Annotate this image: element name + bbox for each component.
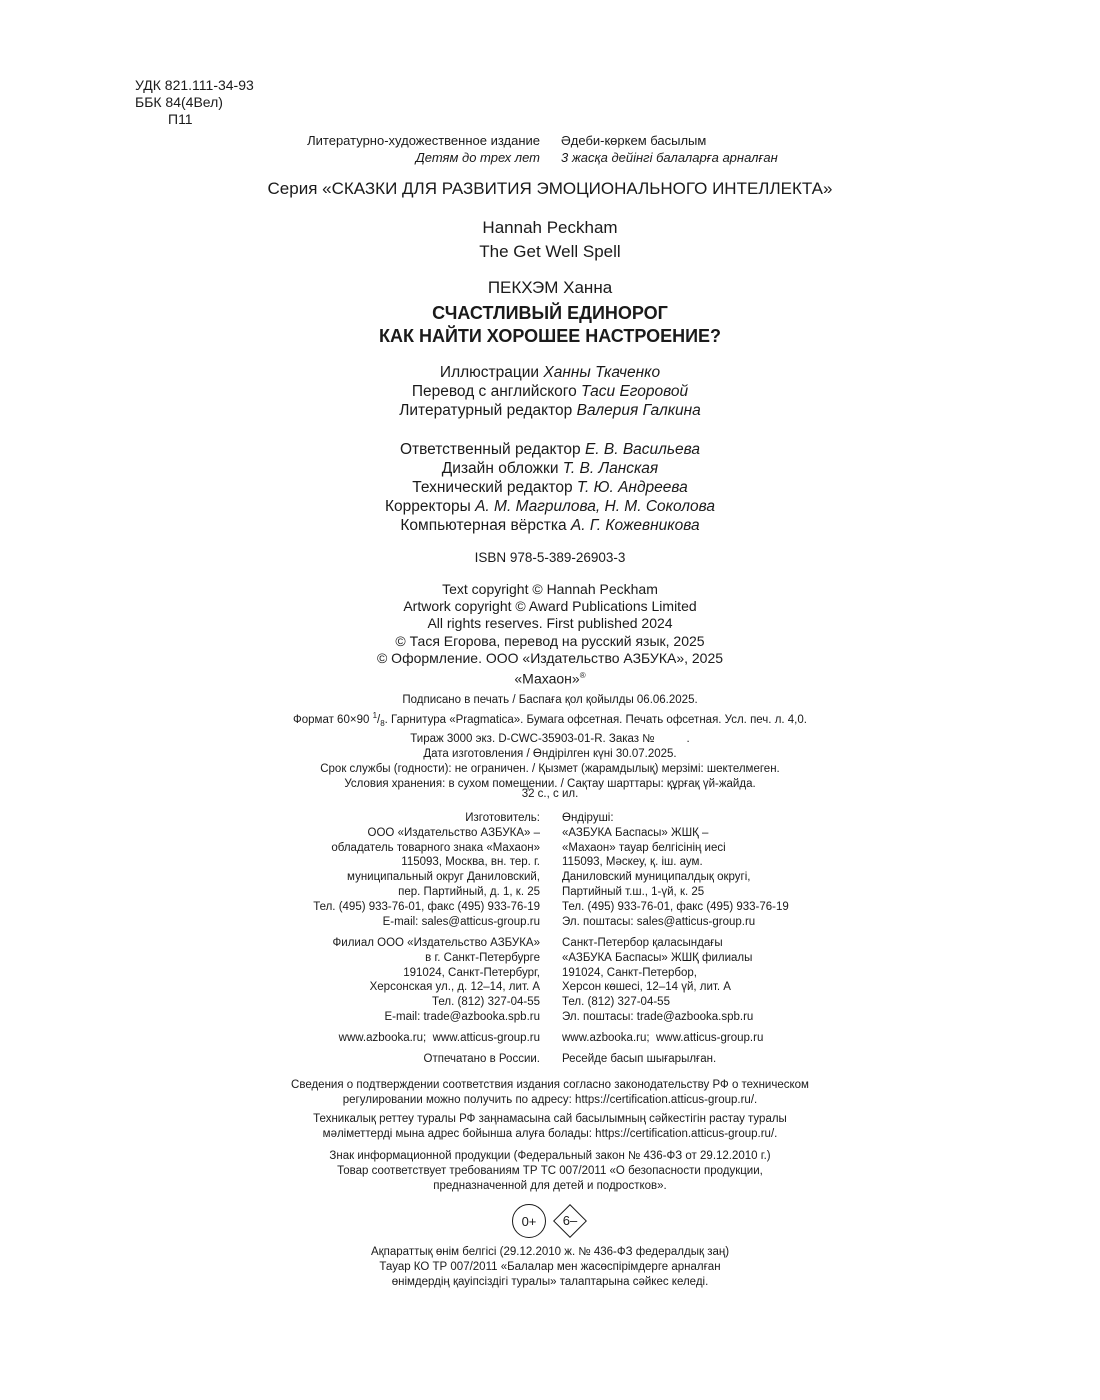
copyright-block bbox=[0, 581, 1100, 688]
publication-info bbox=[0, 693, 1100, 792]
series-title: Серия «СКАЗКИ ДЛЯ РАЗВИТИЯ ЭМОЦИОНАЛЬНОГО ИНТЕЛЛЕКТА» bbox=[267, 179, 833, 198]
udk-code: УДК 821.111-34-93 bbox=[135, 77, 254, 93]
info-mark-kz: Ақпараттық өнім белгісі (29.12.2010 ж. № 436-ФЗ федералдық заң) Тауар КО ТР 007/2011 «Балалар мен жасөспірімдерге арналған өнімдердің қауіпсіздігі туралы» талаптарына сәйкес келеді. bbox=[370, 1246, 730, 1288]
printed-in-ru: Отпечатано в России. bbox=[423, 1053, 540, 1065]
original-author: Hannah Peckham bbox=[482, 218, 618, 237]
brand-name: «Махаон»® bbox=[514, 670, 586, 687]
info-mark-ru: Знак информационной продукции (Федеральный закон № 436-ФЗ от 29.12.2010 г.) Товар соответствует требованиям ТР ТС 007/2011 «О безопасности продукции, предназначенной для детей и подростков». bbox=[329, 1150, 771, 1192]
author-sign-code: П11 bbox=[168, 111, 193, 127]
isbn: ISBN 978-5-389-26903-3 bbox=[474, 550, 626, 565]
credit-line: Корректоры А. М. Магрилова, Н. М. Соколова bbox=[385, 498, 715, 515]
copyright-line: © Оформление. ООО «Издательство АЗБУКА», 2025 bbox=[376, 649, 724, 666]
credit-line: Дизайн обложки Т. В. Ланская bbox=[441, 460, 659, 477]
age-diamond-icon: 6– bbox=[552, 1203, 588, 1239]
branch-ru: Филиал ООО «Издательство АЗБУКА» в г. Санкт-Петербурге 191024, Санкт-Петербург, Херсонская ул., д. 12–14, лит. А Тел. (812) 327-04-55 E-mail: trade@azbooka.spb.ru bbox=[332, 937, 540, 1023]
signed-date: Подписано в печать / Баспаға қол қойылды 06.06.2025. bbox=[402, 694, 698, 706]
original-edition bbox=[0, 216, 1100, 264]
page-count: 32 с., с ил. bbox=[521, 788, 579, 800]
print-run: Тираж 3000 экз. D-CWC-35903-01-R. Заказ № . bbox=[410, 732, 690, 745]
registered-mark: ® bbox=[579, 671, 586, 681]
copyright-line: All rights reserves. First published 2024 bbox=[427, 615, 673, 632]
printed-in-kz: Ресейде басып шығарылған. bbox=[562, 1053, 717, 1065]
copyright-line: Text copyright © Hannah Peckham bbox=[442, 581, 658, 597]
credit-line: Компьютерная вёрстка А. Г. Кожевникова bbox=[400, 517, 700, 534]
shelf-life: Срок службы (годности): не ограничен. / Қызмет (жарамдылық) мерзімі: шектелмеген. bbox=[320, 762, 780, 775]
credits-production bbox=[0, 440, 1100, 535]
edition-type-kz: Әдеби-көркем басылым 3 жасқа дейінгі балаларға арналған bbox=[561, 133, 778, 165]
credit-line: Технический редактор Т. Ю. Андреева bbox=[412, 479, 688, 496]
websites-kz: www.azbooka.ru; www.atticus-group.ru bbox=[562, 1032, 764, 1044]
book-title bbox=[0, 302, 1100, 348]
credit-line: Литературный редактор Валерия Галкина bbox=[399, 402, 701, 419]
certification-kz: Техникалық реттеу туралы РФ заңнамасына сай басылымның сәйкестігін растау туралы мәліметтерді мына адрес бойынша алуға болады: https://certification.atticus-group.ru/. bbox=[313, 1113, 787, 1140]
manufacturer-kz: Өндіруші: «АЗБУКА Баспасы» ЖШҚ – «Махаон» тауар белгісінің иесі 115093, Мәскеу, қ. іш. аум. Даниловский муниципалдық округі, Партийный т.ш., 1-үй, к. 25 Тел. (495) 933-76-01, факс (495) 933-76-19 Эл. поштасы: sales@atticus-group.ru bbox=[562, 812, 789, 928]
manufacture-date: Дата изготовления / Өндірілген күні 30.07.2025. bbox=[423, 747, 677, 760]
age-circle-icon: 0+ bbox=[512, 1204, 546, 1238]
credits-creative bbox=[0, 363, 1100, 420]
author-ru: ПЕКХЭМ Ханна bbox=[487, 278, 613, 297]
credit-line: Иллюстрации Ханны Ткаченко bbox=[439, 364, 661, 381]
certification-ru: Сведения о подтверждении соответствия издания согласно законодательству РФ о техническом регулировании можно получить по адресу: https://certification.atticus-group.ru/. bbox=[291, 1079, 809, 1106]
copyright-line: © Тася Егорова, перевод на русский язык, 2025 bbox=[395, 632, 705, 649]
edition-type-ru: Литературно-художественное издание Детям до трех лет bbox=[307, 133, 540, 165]
credit-line: Ответственный редактор Е. В. Васильева bbox=[399, 441, 701, 458]
branch-kz: Санкт-Петербор қаласындағы «АЗБУКА Баспасы» ЖШҚ филиалы 191024, Санкт-Петербор, Херсон көшесі, 12–14 үй, лит. А Тел. (812) 327-04-55 Эл. поштасы: trade@azbooka.spb.ru bbox=[562, 937, 754, 1023]
bbk-code: ББК 84(4Вел) bbox=[135, 94, 223, 110]
book-title-line-2: КАК НАЙТИ ХОРОШЕЕ НАСТРОЕНИЕ? bbox=[378, 326, 722, 346]
book-title-line-1: СЧАСТЛИВЫЙ ЕДИНОРОГ bbox=[432, 303, 668, 323]
age-rating-marks bbox=[512, 1203, 592, 1239]
manufacturer-ru: Изготовитель: ООО «Издательство АЗБУКА» – обладатель товарного знака «Махаон» 115093, Москва, вн. тер. г. муниципальный округ Даниловский, пер. Партийный, д. 1, к. 25 Тел. (495) 933-76-01, факс (495) 933-76-19 E-mail: sales@atticus-group.ru bbox=[313, 812, 540, 928]
original-title: The Get Well Spell bbox=[479, 242, 621, 261]
websites-ru: www.azbooka.ru; www.atticus-group.ru bbox=[338, 1032, 540, 1044]
format-line: Формат 60×90 $^1/_8$. Гарнитура «Pragmatica». Бумага офсетная. Печать офсетная. Усл. печ. л. 4,0. bbox=[293, 711, 807, 729]
classification-codes bbox=[135, 77, 254, 128]
storage-conditions: Условия хранения: в сухом помещении. / Сақтау шарттары: құрғақ үй-жайда. bbox=[344, 778, 756, 791]
copyright-line: Artwork copyright © Award Publications Limited bbox=[403, 598, 697, 615]
credit-line: Перевод с английского Таси Егоровой bbox=[411, 383, 689, 400]
